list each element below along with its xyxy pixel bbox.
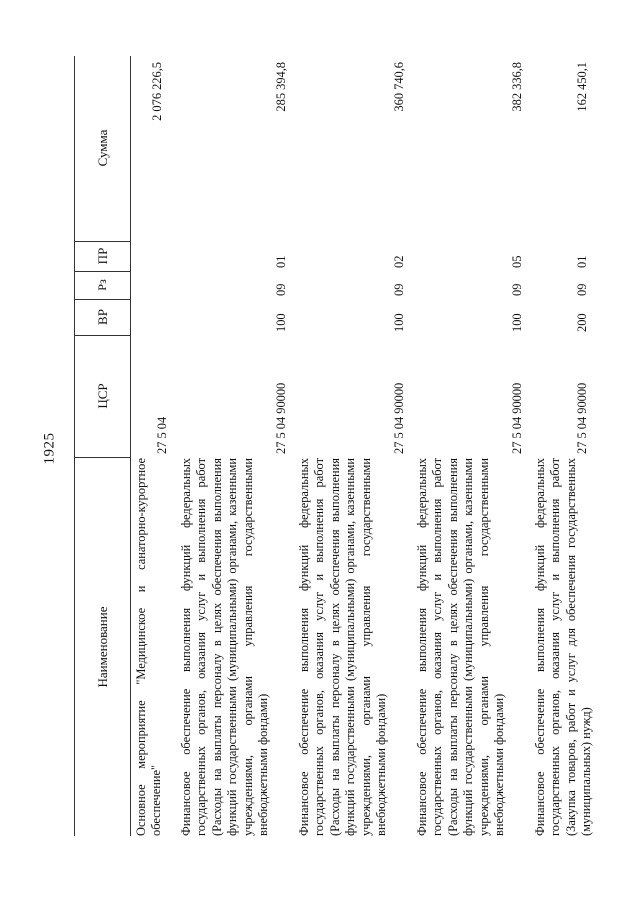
row-vr: 200 bbox=[574, 313, 589, 332]
row-csr-cell bbox=[411, 336, 529, 458]
row-csr-cell bbox=[130, 336, 174, 458]
row-rz-cell bbox=[130, 272, 174, 300]
row-rz-cell bbox=[529, 272, 594, 300]
row-rz: 09 bbox=[509, 283, 524, 296]
row-name: Финансовое обеспечение выполнения функций федеральных государственных органов, оказания услуг и выполнения работ (Расходы на выплаты персоналу в целях обеспечения выполнения функций государственными (муниципальными) органами, казенными учреждениями, органами управления государственными внебюджетными фондами) bbox=[415, 458, 507, 836]
row-vr-cell bbox=[411, 300, 529, 336]
table-row bbox=[529, 56, 594, 836]
rotated-page bbox=[74, 56, 594, 836]
budget-table bbox=[74, 56, 594, 836]
table-row bbox=[293, 56, 411, 836]
row-pr: 01 bbox=[273, 255, 288, 268]
row-vr: 100 bbox=[391, 313, 406, 332]
row-pr-cell bbox=[293, 242, 411, 272]
row-sum: 285 394,8 bbox=[273, 62, 288, 112]
row-rz-cell bbox=[293, 272, 411, 300]
header-csr: ЦСР bbox=[75, 335, 130, 458]
table-header bbox=[74, 56, 131, 836]
header-name: Наименование bbox=[94, 606, 110, 688]
row-pr-cell bbox=[411, 242, 529, 272]
row-rz: 09 bbox=[391, 283, 406, 296]
header-rz bbox=[75, 271, 130, 300]
row-pr: 02 bbox=[391, 255, 406, 268]
header-vr: ВР bbox=[75, 299, 130, 336]
row-sum: 360 740,6 bbox=[391, 62, 406, 112]
row-sum-cell bbox=[293, 56, 411, 242]
row-vr-cell bbox=[529, 300, 594, 336]
row-sum-cell bbox=[411, 56, 529, 242]
row-vr-cell bbox=[175, 300, 293, 336]
header-pr: ПР bbox=[75, 241, 130, 272]
row-pr-cell bbox=[529, 242, 594, 272]
row-pr-cell bbox=[175, 242, 293, 272]
table-row bbox=[411, 56, 529, 836]
row-name: Финансовое обеспечение выполнения функций федеральных государственных органов, оказания услуг и выполнения работ (Расходы на выплаты персоналу в целях обеспечения выполнения функций государственными (муниципальными) органами, казенными учреждениями, органами управления государственными внебюджетными фондами) bbox=[297, 458, 389, 836]
page-number: 1925 bbox=[41, 432, 58, 465]
row-pr: 01 bbox=[574, 255, 589, 268]
row-rz-cell bbox=[175, 272, 293, 300]
row-sum: 2 076 226,5 bbox=[150, 62, 164, 121]
row-sum-cell bbox=[175, 56, 293, 242]
row-csr-cell bbox=[529, 336, 594, 458]
row-vr: 100 bbox=[509, 313, 524, 332]
row-sum-cell bbox=[529, 56, 594, 242]
row-csr: 27 5 04 bbox=[154, 416, 169, 454]
row-rz-cell bbox=[411, 272, 529, 300]
row-pr: 05 bbox=[509, 255, 524, 268]
row-sum: 162 450,1 bbox=[574, 62, 589, 112]
row-sum: 382 336,8 bbox=[509, 62, 524, 112]
header-rz-label: Рз bbox=[94, 279, 109, 291]
row-vr-cell bbox=[293, 300, 411, 336]
table-row bbox=[130, 56, 174, 836]
row-csr: 27 5 04 90000 bbox=[574, 382, 589, 454]
row-pr-cell bbox=[130, 242, 174, 272]
row-sum-cell bbox=[130, 56, 174, 242]
row-csr: 27 5 04 90000 bbox=[391, 382, 406, 454]
row-vr: 100 bbox=[273, 313, 288, 332]
row-csr: 27 5 04 90000 bbox=[509, 382, 524, 454]
row-rz: 09 bbox=[574, 283, 589, 296]
row-csr-cell bbox=[175, 336, 293, 458]
table-row bbox=[175, 56, 293, 836]
row-csr: 27 5 04 90000 bbox=[273, 382, 288, 454]
row-name: Основное мероприятие "Медицинское и санаторно-курортное обеспечение" bbox=[134, 458, 164, 836]
row-csr-cell bbox=[293, 336, 411, 458]
row-name: Финансовое обеспечение выполнения функций федеральных государственных органов, оказания услуг и выполнения работ (Закупка товаров, работ и услуг для обеспечения государственных (муниципальных) нужд) bbox=[533, 458, 594, 836]
row-name: Финансовое обеспечение выполнения функций федеральных государственных органов, оказания услуг и выполнения работ (Расходы на выплаты персоналу в целях обеспечения выполнения функций государственными (муниципальными) органами, казенными учреждениями, органами управления государственными внебюджетными фондами) bbox=[179, 458, 271, 836]
header-sum: Сумма bbox=[75, 56, 130, 242]
row-vr-cell bbox=[130, 300, 174, 336]
row-rz: 09 bbox=[273, 283, 288, 296]
